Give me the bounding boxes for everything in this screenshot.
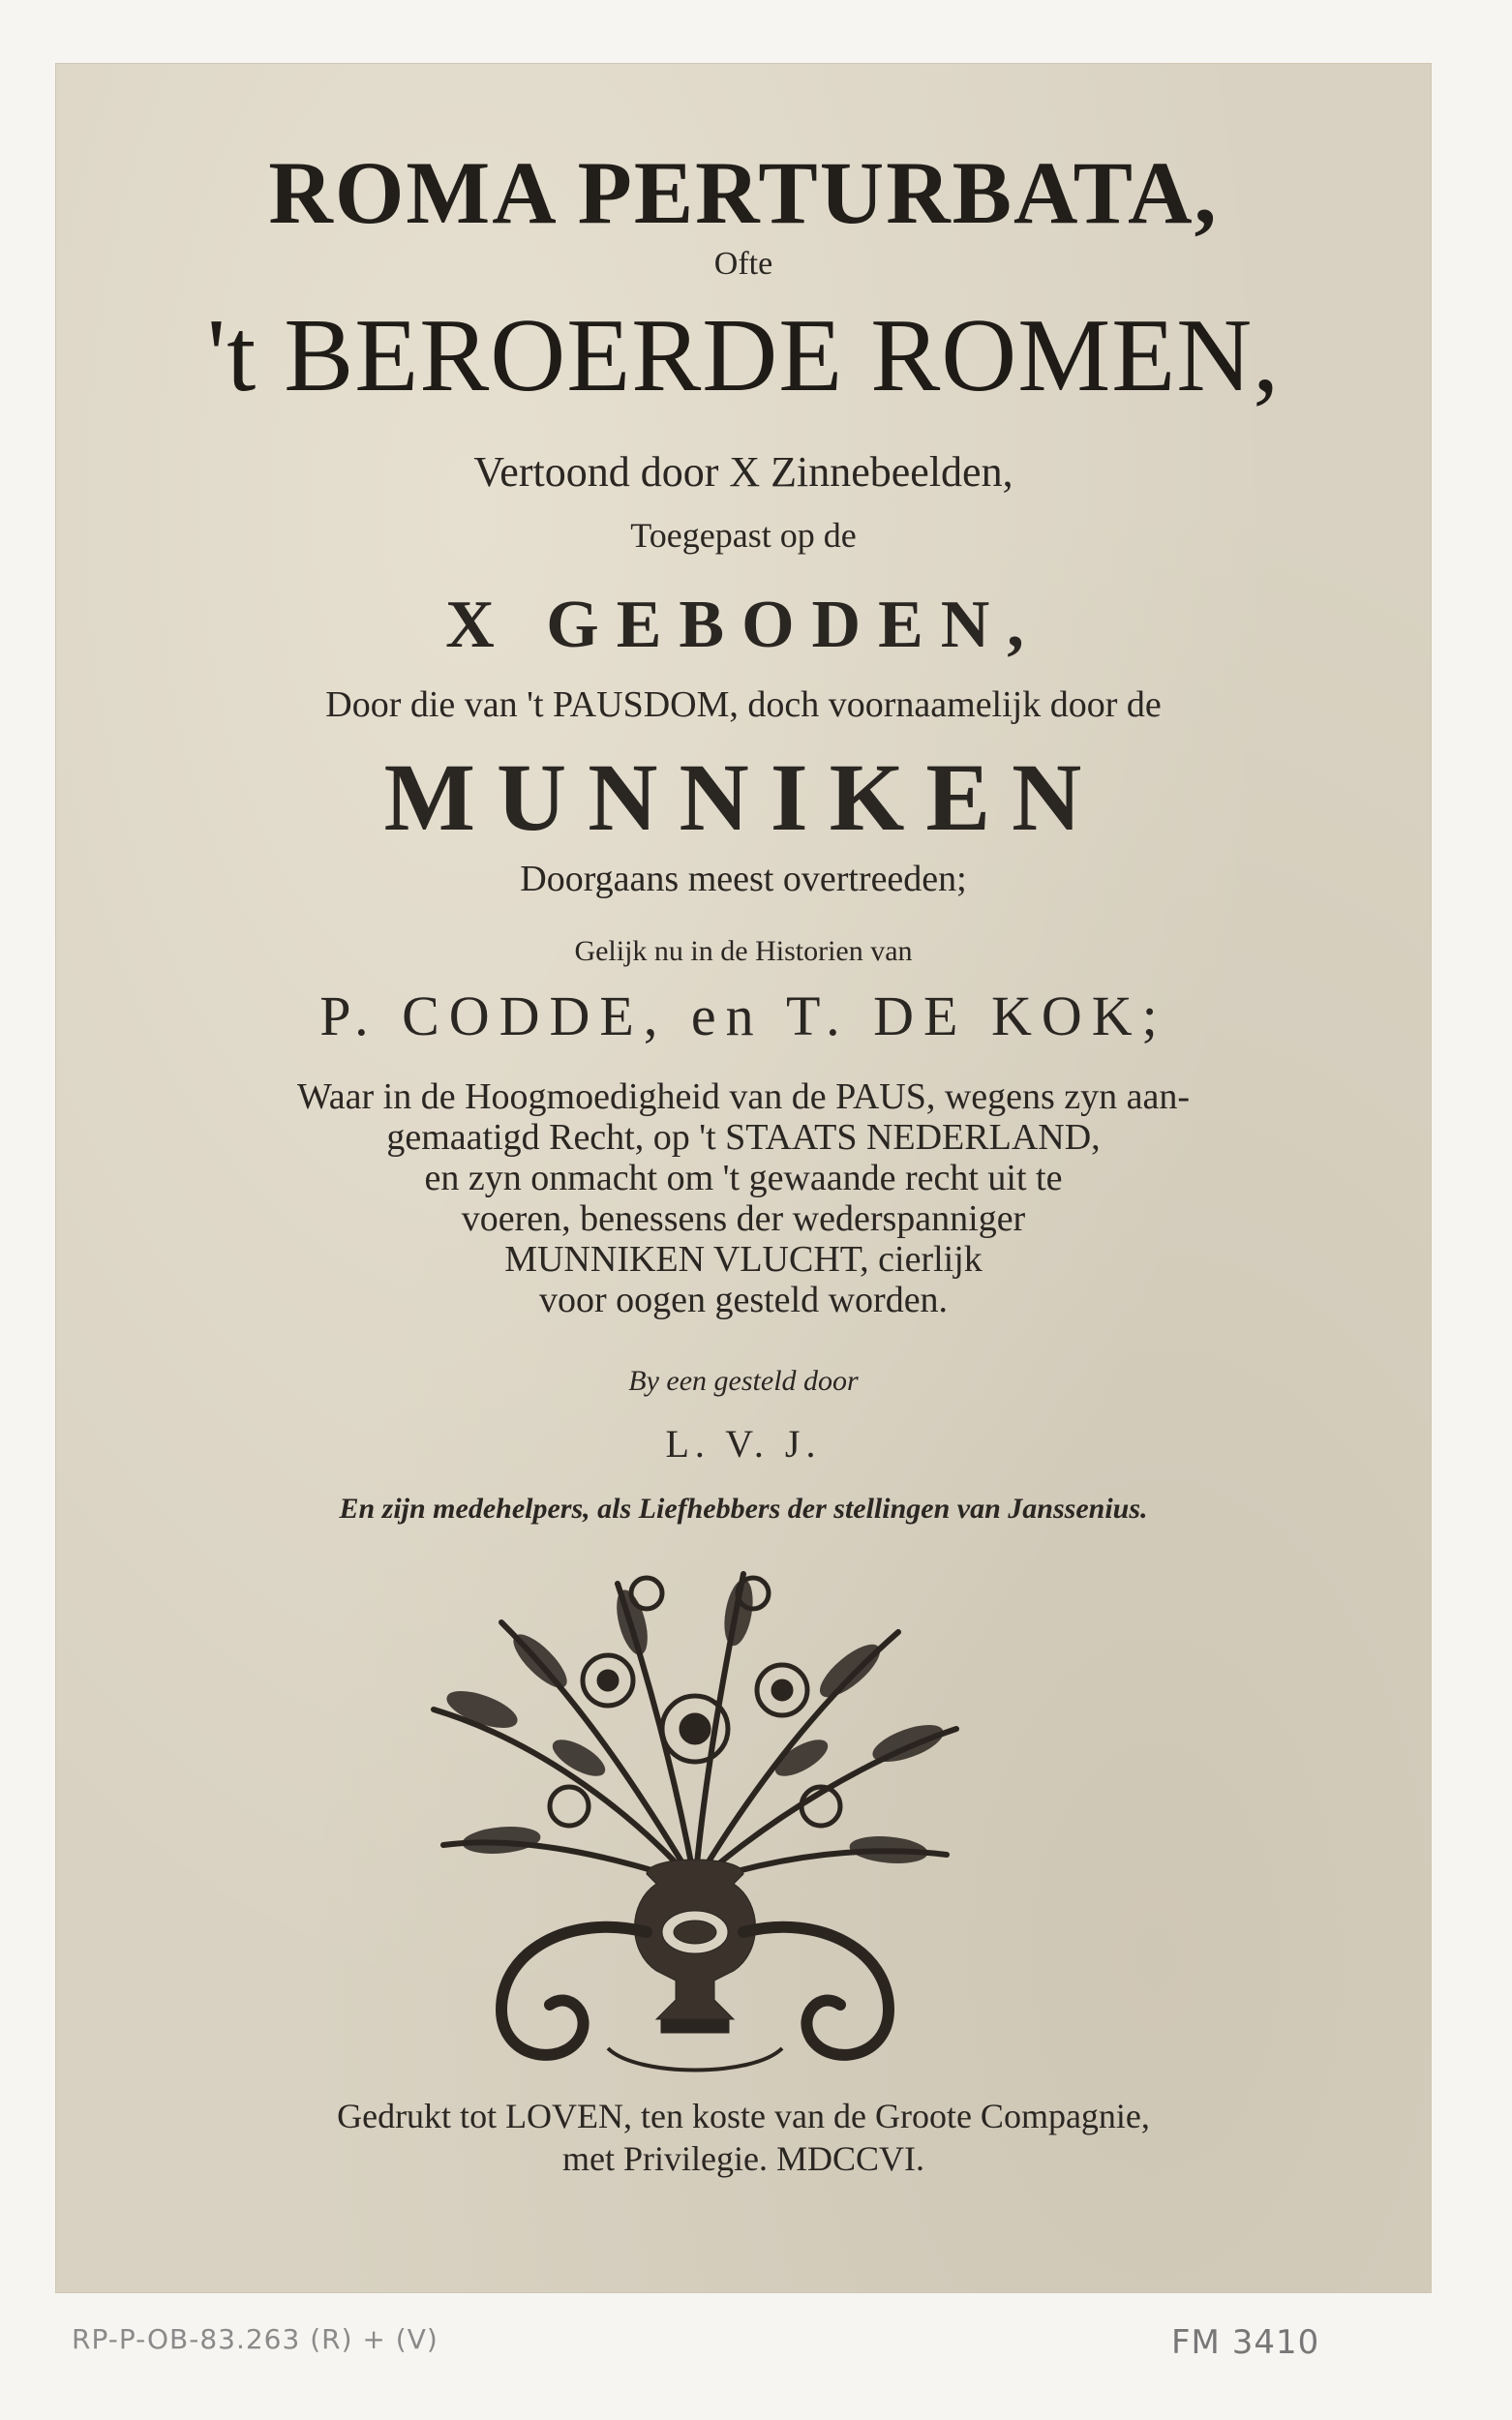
title-connector: Ofte <box>713 246 773 282</box>
compiled-by-label: By een gesteld door <box>628 1365 859 1397</box>
flower-vase-ornament-icon <box>414 1564 976 2087</box>
paragraph-line: Waar in de Hoogmoedigheid van de PAUS, wegens zyn aan- <box>296 1076 1191 1117</box>
paragraph-line: voeren, benessens der wederspanniger <box>461 1198 1026 1239</box>
description-paragraph <box>182 1076 1305 1320</box>
subtitle-vertoond: Vertoond door X Zinnebeelden, <box>473 448 1013 496</box>
subtitle-toegepast: Toegepast op de <box>630 516 857 555</box>
munniken-heading: MUNNIKEN <box>383 743 1104 851</box>
imprint-line: met Privilegie. MDCCVI. <box>562 2139 924 2178</box>
subtitle-door: Door die van 't PAUSDOM, doch voornaamelijk door de <box>325 684 1162 725</box>
catalogue-code: FM 3410 <box>1171 2323 1320 2362</box>
imprint-line: Gedrukt tot LOVEN, ten koste van de Groote Compagnie, <box>337 2097 1150 2135</box>
printed-sheet <box>56 64 1431 2292</box>
inventory-number: RP-P-OB-83.263 (R) + (V) <box>72 2323 438 2355</box>
credit-line: En zijn medehelpers, als Liefhebbers der stellingen van Janssenius. <box>339 1493 1148 1525</box>
subtitle-gelijk: Gelijk nu in de Historien van <box>574 935 913 967</box>
paragraph-line: voor oogen gesteld worden. <box>538 1280 949 1320</box>
geboden-heading: X GEBODEN, <box>445 588 1042 662</box>
paragraph-line: gemaatigd Recht, op 't STAATS NEDERLAND, <box>386 1117 1101 1158</box>
author-initials: L. V. J. <box>665 1422 822 1466</box>
paragraph-line: MUNNIKEN VLUCHT, cierlijk <box>504 1239 983 1280</box>
subtitle-doorgaans: Doorgaans meest overtreeden; <box>520 859 967 899</box>
names-line: P. CODDE, en T. DE KOK; <box>319 984 1167 1047</box>
title-line-2: 't BEROERDE ROMEN, <box>206 298 1281 413</box>
paragraph-line: en zyn onmacht om 't gewaande recht uit te <box>424 1158 1063 1198</box>
imprint <box>56 2095 1431 2180</box>
title-line-1: ROMA PERTURBATA, <box>268 143 1219 242</box>
